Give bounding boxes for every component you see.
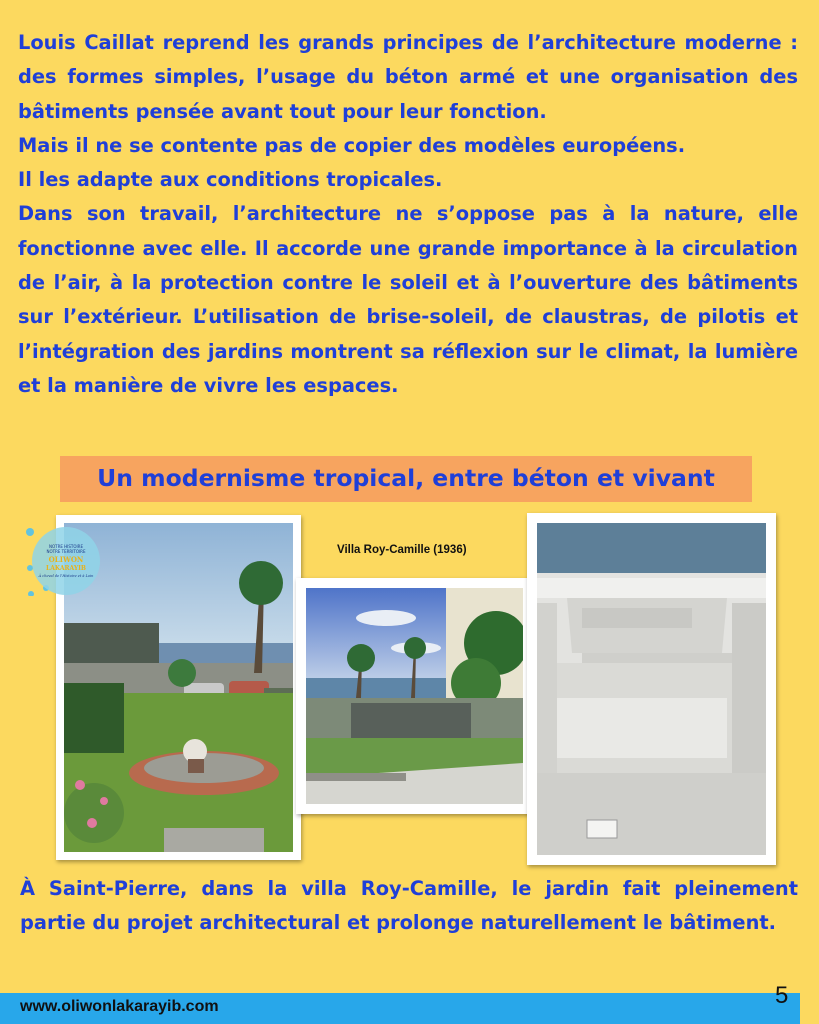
photo-facade [527,513,776,865]
intro-paragraph-1: Louis Caillat reprend les grands principes de l’architecture moderne : des formes simples, l’usage du béton armé et une organisation des bâtiments pensée avant tout pour leur fonction. [18,31,798,123]
outro-text: À Saint-Pierre, dans la villa Roy-Camille, le jardin fait pleinement partie du projet architectural et prolonge naturellement le bâtiment. [20,877,798,934]
section-title: Un modernisme tropical, entre béton et vivant [97,464,715,493]
intro-paragraph-4: Dans son travail, l’architecture ne s’oppose pas à la nature, elle fonctionne avec elle. Il accorde une grande importance à la circulation de l’air, à la protection contre le soleil et à l’ouverture des bâtiments sur l’extérieur. L’utilisation de brise-soleil, de claustras, de pilotis et l’intégration des jardins montrent sa réflexion sur le climat, la lumière et la manière de vivre les espaces. [18,202,798,397]
oliwon-lakarayib-logo [26,526,102,596]
photo-caption: Villa Roy-Camille (1936) [337,544,467,556]
intro-paragraph-2: Mais il ne se contente pas de copier des modèles européens. [18,133,686,157]
website-link[interactable]: www.oliwonlakarayib.com [20,998,219,1015]
page-number: 5 [775,982,789,1009]
svg-text:LAKARAYIB: LAKARAYIB [45,565,87,572]
intro-text [18,26,798,403]
svg-text:NOTRE HISTOIRE: NOTRE HISTOIRE [49,544,83,549]
svg-text:À cheval de l'Histoire et à Lo: À cheval de l'Histoire et à Loin [38,574,94,578]
photo-sea-view [296,578,533,814]
section-banner [60,456,752,502]
footer-bar [0,993,800,1024]
svg-text:OLIWON: OLIWON [48,555,84,564]
svg-text:NOTRE TERRITOIRE: NOTRE TERRITOIRE [46,549,86,554]
intro-paragraph-3: Il les adapte aux conditions tropicales. [18,168,443,192]
